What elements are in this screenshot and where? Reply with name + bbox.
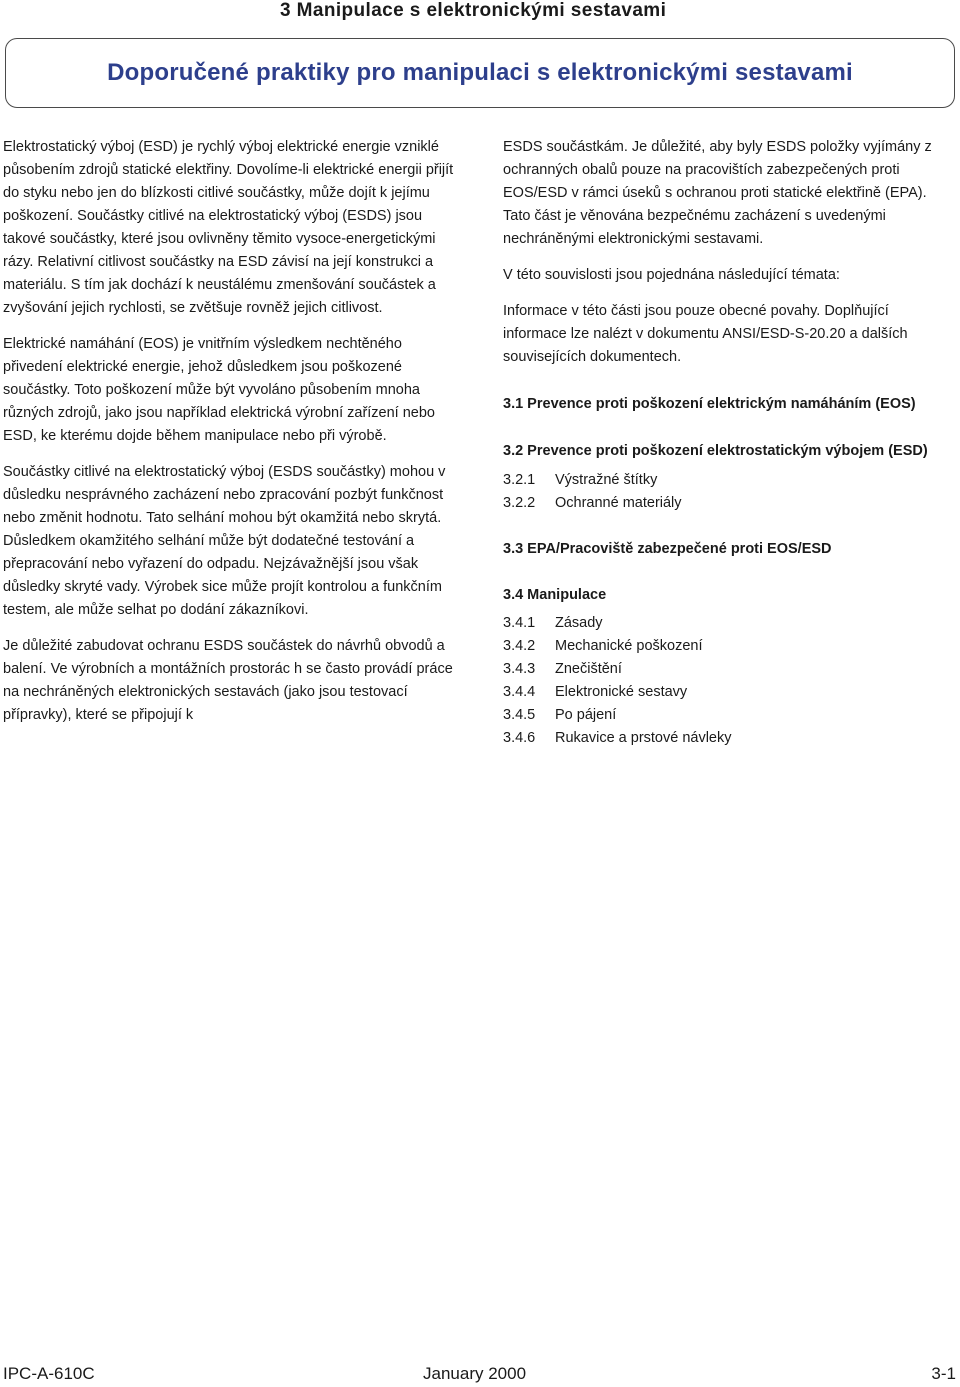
paragraph-info: Informace v této části jsou pouze obecné povahy. Doplňující informace lze nalézt v dokumentu ANSI/ESD-S-20.20 a dalších souvisejících dokumentech.: [503, 303, 908, 365]
topic-3-1: 3.1 Prevence proti poškození elektrickým namáháním (EOS): [503, 396, 916, 412]
item-number: 3.2.2: [503, 495, 536, 511]
footer-doc-id: IPC-A-610C: [3, 1364, 95, 1383]
item-number: 3.4.4: [503, 684, 536, 700]
list-item: [503, 612, 955, 635]
left-column: [3, 136, 455, 740]
chapter-title: 3 Manipulace s elektronickými sestavami: [280, 0, 667, 21]
section-title: Doporučené praktiky pro manipulaci s elektronickými sestavami: [107, 59, 853, 86]
item-label: Mechanické poškození: [555, 638, 703, 654]
list-item: [503, 658, 955, 681]
paragraph-esd: Elektrostatický výboj (ESD) je rychlý výboj elektrické energie vzniklé působením zdrojů statické elektřiny. Dovolíme-li elektrické energii přijít do styku nebo jen do blízkosti citlivé součástky, může dojít k jejímu poškození. Součástky citlivé na elektrostatický výboj (ESDS) jsou takové součástky, které jsou ovlivněny těmito vysoce-energetickými rázy. Relativní citlivost součástky na ESD závisí na její konstrukci a materiálu. S tím jak dochází k neustálému zmenšování součástek a zvyšování jejich rychlosti, se zvětšuje rovněž jejich citlivost.: [3, 139, 454, 316]
item-number: 3.4.6: [503, 730, 536, 746]
footer-date: January 2000: [423, 1364, 527, 1383]
item-label: Elektronické sestavy: [555, 684, 688, 700]
item-number: 3.4.1: [503, 615, 536, 631]
list-item: [503, 681, 955, 704]
item-label: Zásady: [555, 615, 603, 631]
item-number: 3.2.1: [503, 472, 536, 488]
item-label: Ochranné materiály: [555, 495, 682, 511]
topic-3-2-list: [503, 469, 955, 515]
topic-3-3: 3.3 EPA/Pracoviště zabezpečené proti EOS/ESD: [503, 541, 832, 557]
paragraph-esds-failures: Součástky citlivé na elektrostatický výboj (ESDS součástky) mohou v důsledku nesprávného zacházení nebo zpracování pozbýt funkčnost nebo změnit hodnotu. Tato selhání mohou být okamžitá nebo skrytá. Důsledkem okamžitého selhání může být dodatečné testování a přepracování nebo vyřazení do odpadu. Nejzávažnější jsou však důsledky skryté vady. Výrobek sice může projít kontrolou a funkčním testem, ale může selhat po dodání zákazníkovi.: [3, 464, 446, 618]
item-number: 3.4.2: [503, 638, 536, 654]
item-number: 3.4.3: [503, 661, 536, 677]
section-title-box: [5, 38, 955, 108]
topic-3-4-list: [503, 612, 955, 750]
item-label: Rukavice a prstové návleky: [555, 730, 732, 746]
item-label: Po pájení: [555, 707, 617, 723]
paragraph-topics-intro: V této souvislosti jsou pojednána následující témata:: [503, 267, 840, 283]
list-item: [503, 704, 955, 727]
topic-3-4: 3.4 Manipulace: [503, 587, 607, 603]
paragraph-eos: Elektrické namáhání (EOS) je vnitřním výsledkem nechtěného přivedení elektrické energie, jehož důsledkem jsou poškozené součástky. Toto poškození může být vyvoláno působením mnoha různých zdrojů, jako jsou například elektrická výrobní zařízení nebo ESD, ke kterému dojde během manipulace nebo při výrobě.: [3, 336, 435, 444]
list-item: [503, 635, 955, 658]
topic-3-2: 3.2 Prevence proti poškození elektrostatickým výbojem (ESD): [503, 443, 928, 459]
item-label: Výstražné štítky: [555, 472, 658, 488]
item-number: 3.4.5: [503, 707, 536, 723]
right-column: [503, 136, 955, 773]
item-label: Znečištění: [555, 661, 622, 677]
paragraph-esds-handling: ESDS součástkám. Je důležité, aby byly ESDS položky vyjímány z ochranných obalů pouze na pracovištích zabezpečených proti EOS/ESD v rámci úseků s ochranou proti statické elektřině (EPA). Tato část je věnována bezpečnému zacházení s uvedenými nechráněnými elektronickými sestavami.: [503, 139, 932, 247]
list-item: [503, 492, 955, 515]
list-item: [503, 469, 955, 492]
list-item: [503, 727, 955, 750]
footer-page-number: 3-1: [931, 1364, 956, 1383]
paragraph-protection: Je důležité zabudovat ochranu ESDS součástek do návrhů obvodů a balení. Ve výrobních a montážních prostorác h se často provádí práce na nechráněných elektronických sestavách (jako jsou testovací přípravky), které se připojují k: [3, 638, 453, 723]
